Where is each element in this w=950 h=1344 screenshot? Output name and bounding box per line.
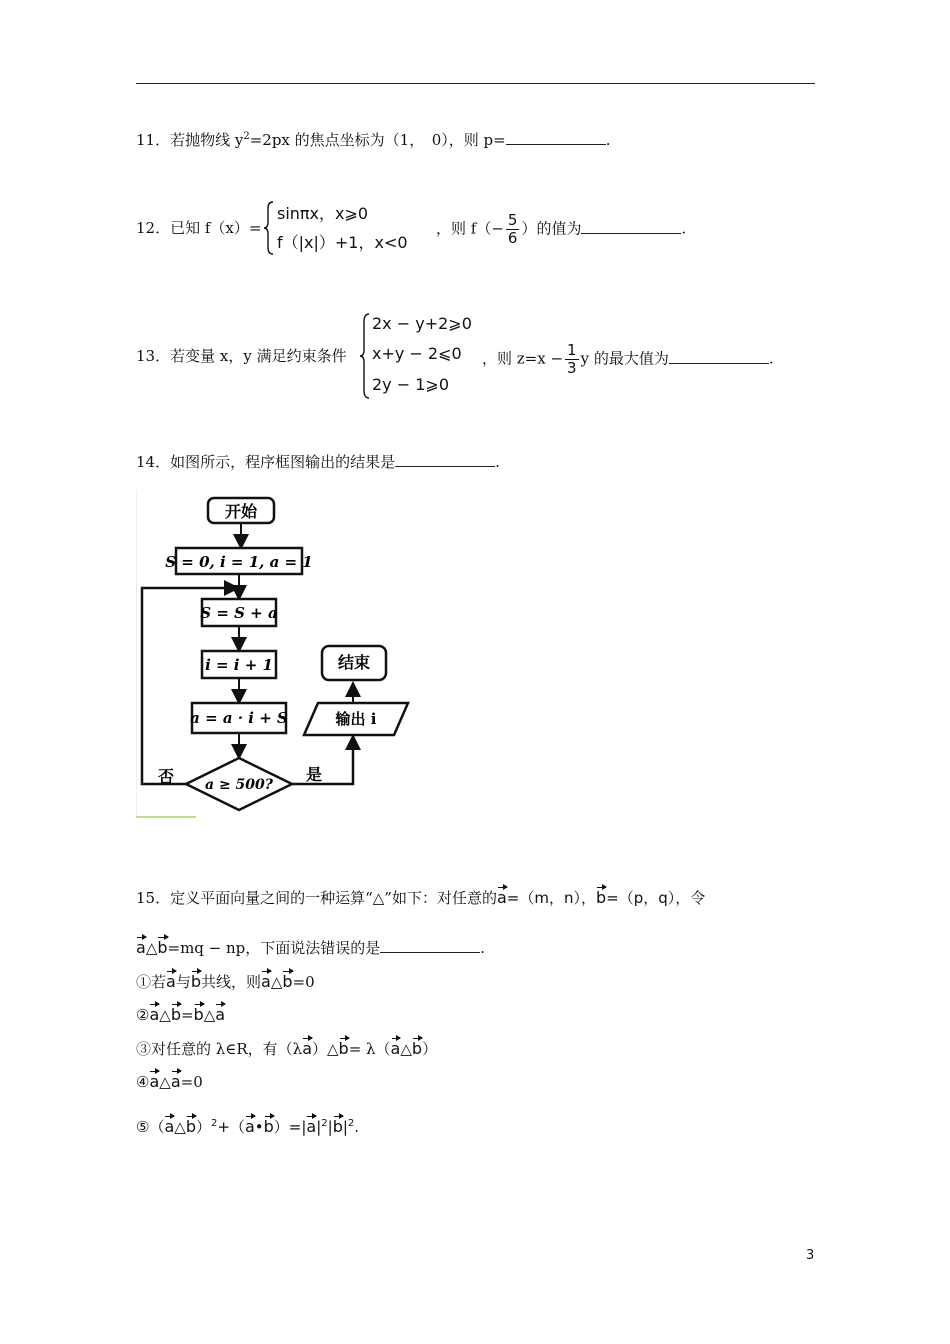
q15-option-4	[136, 1068, 203, 1093]
flowchart-condition-label: a ≥ 500?	[205, 777, 273, 793]
q13-frac-num: 1	[567, 341, 577, 359]
q15-option-2	[136, 1001, 225, 1026]
q12-fraction	[506, 212, 520, 247]
q11-text-a: 若抛物线 y	[170, 131, 244, 149]
q15-end: .	[480, 939, 486, 957]
q15-line2-text: =mq − np，下面说法错误的是	[167, 939, 381, 957]
q13-frac-den: 3	[567, 359, 577, 377]
q14-end: .	[495, 453, 500, 471]
q15-o2-a: ②	[136, 1006, 150, 1024]
flowchart-init-label: S = 0, i = 1, a = 1	[165, 553, 313, 571]
flowchart-increment-label: i = i + 1	[205, 656, 273, 674]
q13-answer-blank[interactable]	[669, 349, 769, 364]
page-number: 3	[806, 1248, 815, 1263]
q12-case-2: f（|x|）+1，x<0	[277, 233, 408, 252]
q15-o1-c: 共线，则	[201, 973, 262, 991]
q15-answer-blank[interactable]	[380, 938, 480, 953]
vector-b: b	[157, 934, 167, 956]
q13-number: 13．	[136, 347, 171, 365]
vector-a: a	[215, 1001, 225, 1023]
program-flowchart	[136, 490, 426, 820]
vector-b: b	[264, 1113, 274, 1135]
flowchart-no-label: 否	[158, 767, 175, 786]
vector-b: b	[596, 884, 606, 906]
q15-o2-b: △	[159, 1006, 171, 1024]
q13-brace	[359, 312, 371, 400]
q15-o4-c: =0	[180, 1073, 203, 1091]
q11-answer-blank[interactable]	[506, 130, 606, 145]
flowchart-end-label: 结束	[337, 653, 371, 672]
flowchart-update-label: a = a · i + S	[190, 709, 288, 727]
q13-constraint-1: 2x − y+2⩾0	[372, 314, 472, 333]
vector-b: b	[339, 1035, 349, 1057]
q12-answer-blank[interactable]	[581, 219, 681, 234]
q15-o1-d: △	[270, 973, 283, 991]
question-12	[136, 217, 261, 239]
vector-b: b	[194, 1001, 204, 1023]
vector-a: a	[171, 1068, 181, 1090]
question-15-line-2	[136, 934, 485, 959]
q15-o3-b: ）△	[312, 1040, 339, 1058]
q15-a-def: =（m，n），	[506, 889, 596, 907]
q15-option-3	[136, 1035, 437, 1060]
q15-o3-e: ）	[422, 1040, 438, 1058]
q15-o5-c: ）	[195, 1118, 211, 1136]
q13-tail	[482, 342, 774, 377]
q15-o2-d: △	[203, 1006, 216, 1024]
q14-text: 如图所示，程序框图输出的结果是	[170, 453, 396, 471]
q13-mid: ，则 z=x −	[482, 349, 564, 368]
q13-constraint-2: x+y − 2⩽0	[372, 344, 462, 363]
q15-b-def: =（p，q），令	[606, 889, 706, 907]
vector-a: a	[391, 1035, 401, 1057]
q15-o5-j: .	[354, 1118, 360, 1136]
q15-option-5	[136, 1113, 359, 1138]
q11-number: 11．	[136, 131, 171, 149]
vector-b: b	[412, 1035, 422, 1057]
question-15-line-1	[136, 884, 705, 909]
q12-prefix: 已知 f（x）=	[170, 219, 262, 237]
vector-a: a	[149, 1068, 159, 1090]
q12-tail	[436, 212, 686, 247]
q15-op: △	[145, 939, 158, 957]
q12-brace	[263, 200, 275, 256]
flowchart-sum-label: S = S + a	[200, 604, 278, 622]
q15-o1-b: 与	[175, 973, 191, 991]
q15-o5-sup1: 2	[210, 1118, 218, 1129]
q13-end: .	[768, 349, 774, 368]
vector-b: b	[333, 1113, 343, 1135]
vector-a: a	[149, 1001, 159, 1023]
flowchart-start-label: 开始	[224, 502, 258, 521]
vector-a: a	[136, 934, 146, 956]
q15-o5-b: △	[174, 1118, 186, 1136]
q13-fraction	[565, 342, 579, 377]
q12-end: .	[681, 219, 687, 238]
q15-o5-i: |	[342, 1118, 348, 1136]
q15-o5-g: |	[316, 1118, 322, 1136]
vector-a: a	[302, 1035, 312, 1057]
q15-o3-c: = λ（	[348, 1040, 391, 1058]
q15-o5-a: ⑤（	[136, 1118, 165, 1136]
vector-a: a	[306, 1113, 316, 1135]
q11-text-b: =2px 的焦点坐标为（1， 0），则 p=	[249, 131, 506, 149]
question-11	[136, 126, 610, 151]
q14-number: 14．	[136, 453, 171, 471]
vector-a: a	[164, 1113, 174, 1135]
q15-o5-e: •	[254, 1118, 264, 1136]
vector-b: b	[282, 968, 292, 990]
q15-o4-b: △	[159, 1073, 171, 1091]
q15-option-1	[136, 968, 315, 993]
q15-o5-f: ）=|	[273, 1118, 307, 1136]
q15-o5-sup2: 2	[321, 1118, 328, 1129]
q12-suffix: ）的值为	[521, 219, 582, 238]
q12-mid: ，则 f（−	[436, 219, 504, 238]
q15-o1-a: ①若	[136, 973, 167, 991]
q15-o3-a: ③对任意的 λ∈R，有（λ	[136, 1040, 303, 1058]
question-13	[136, 345, 347, 367]
q15-o5-h: |	[327, 1118, 333, 1136]
q14-answer-blank[interactable]	[395, 452, 495, 467]
q15-o1-e: =0	[292, 973, 315, 991]
header-rule	[136, 83, 815, 84]
flowchart-yes-path	[292, 737, 353, 784]
vector-b: b	[186, 1113, 196, 1135]
q15-o2-c: =	[180, 1006, 194, 1024]
vector-b: b	[171, 1001, 181, 1023]
q11-sup: 2	[243, 131, 250, 142]
q15-o3-d: △	[400, 1040, 412, 1058]
q15-o4-a: ④	[136, 1073, 150, 1091]
q15-line1-text: 定义平面向量之间的一种运算“△”如下：对任意的	[170, 889, 497, 907]
q15-o5-d: +（	[217, 1118, 245, 1136]
vector-a: a	[166, 968, 176, 990]
q12-frac-num: 5	[507, 211, 518, 229]
q13-prefix: 若变量 x，y 满足约束条件	[170, 347, 347, 365]
vector-a: a	[245, 1113, 255, 1135]
q12-case-1: sinπx，x⩾0	[277, 204, 369, 223]
vector-a: a	[261, 968, 271, 990]
q12-frac-den: 6	[507, 229, 518, 247]
flowchart-yes-label: 是	[306, 765, 323, 784]
q15-o5-sup3: 2	[347, 1118, 355, 1129]
q15-number: 15．	[136, 889, 171, 907]
question-14	[136, 451, 500, 473]
q13-suffix: y 的最大值为	[580, 349, 669, 368]
vector-a: a	[497, 884, 507, 906]
q13-constraint-3: 2y − 1⩾0	[372, 375, 449, 394]
q11-end: .	[605, 131, 611, 149]
q12-number: 12．	[136, 219, 171, 237]
flowchart-output-label: 输出 i	[335, 710, 377, 728]
vector-b: b	[191, 968, 201, 990]
